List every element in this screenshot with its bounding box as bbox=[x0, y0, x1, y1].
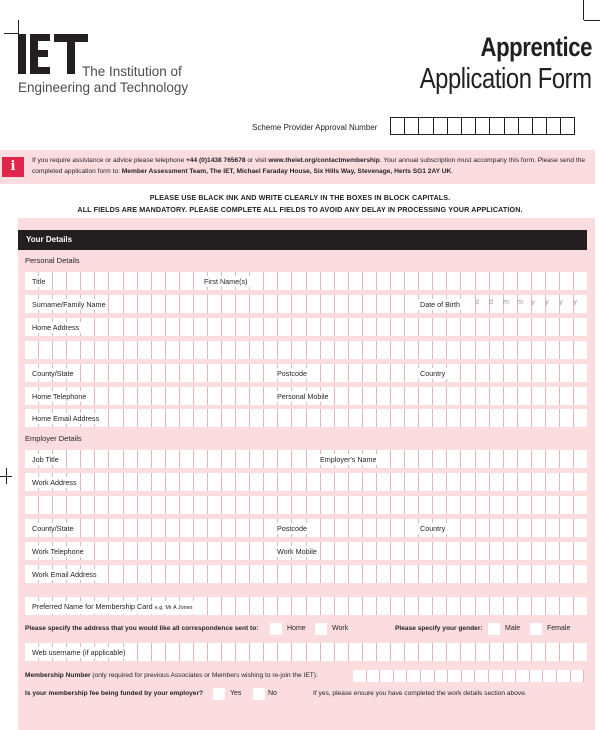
crop-mark bbox=[6, 468, 7, 484]
work-option-label: Work bbox=[332, 625, 349, 632]
title-label: Title bbox=[32, 277, 46, 286]
work-country-label: Country bbox=[420, 524, 446, 533]
work-email-label: Work Email Address bbox=[32, 570, 97, 579]
work-telephone-label: Work Telephone bbox=[32, 547, 84, 556]
crop-mark bbox=[4, 33, 18, 34]
work-address-row-1[interactable] bbox=[25, 473, 587, 491]
yes-option-label: Yes bbox=[230, 690, 242, 697]
dob-placeholder: y bbox=[545, 299, 549, 306]
work-email-row[interactable] bbox=[25, 565, 587, 583]
home-option-label: Home bbox=[287, 625, 306, 632]
dob-placeholder: y bbox=[559, 299, 563, 306]
male-checkbox[interactable] bbox=[488, 623, 500, 635]
home-address-row-2[interactable] bbox=[25, 341, 587, 359]
date-of-birth-label: Date of Birth bbox=[420, 300, 460, 309]
web-username-label: Web username (if applicable) bbox=[32, 648, 126, 657]
dob-placeholder: y bbox=[531, 299, 535, 306]
work-address-row-2[interactable] bbox=[25, 496, 587, 514]
county-state-label: County/State bbox=[32, 369, 74, 378]
home-checkbox[interactable] bbox=[270, 623, 282, 635]
funding-question: Is your membership fee being funded by your employer? bbox=[25, 690, 204, 697]
work-address-label: Work Address bbox=[32, 478, 77, 487]
iet-logo bbox=[18, 34, 194, 98]
home-telephone-label: Home Telephone bbox=[32, 392, 87, 401]
info-banner bbox=[0, 150, 595, 184]
crop-mark bbox=[584, 20, 600, 21]
scheme-approval-boxes[interactable] bbox=[390, 117, 574, 135]
form-title-line2: Application Form bbox=[420, 63, 592, 95]
correspondence-question: Please specify the address that you would like all correspondence sent to: bbox=[25, 625, 259, 632]
dob-placeholder: d bbox=[475, 299, 479, 306]
gender-question: Please specify your gender: bbox=[395, 625, 483, 632]
notice-line1: PLEASE USE BLACK INK AND WRITE CLEARLY IN THE BOXES IN BLOCK CAPITALS. bbox=[149, 193, 451, 202]
personal-mobile-label: Personal Mobile bbox=[277, 392, 329, 401]
preferred-name-label: Preferred Name for Membership Card e.g. Mr A Jones bbox=[30, 601, 195, 614]
funding-note: If yes, please ensure you have completed the work details section above. bbox=[313, 690, 527, 697]
iet-logo-mark bbox=[18, 34, 90, 74]
work-postcode-label: Postcode bbox=[277, 524, 307, 533]
home-email-label: Home Email Address bbox=[32, 414, 100, 423]
membership-number-boxes[interactable] bbox=[353, 670, 584, 682]
employers-name-label: Employer's Name bbox=[320, 455, 377, 464]
personal-details-label: Personal Details bbox=[25, 256, 80, 265]
membership-number-label: Membership Number (only required for previous Associates or Members wishing to re-join the IET): bbox=[25, 672, 318, 679]
no-checkbox[interactable] bbox=[253, 688, 265, 700]
country-label: Country bbox=[420, 369, 446, 378]
home-email-row[interactable] bbox=[25, 409, 587, 427]
home-address-label: Home Address bbox=[32, 323, 80, 332]
work-county-state-label: County/State bbox=[32, 524, 74, 533]
surname-label: Surname/Family Name bbox=[32, 300, 106, 309]
dob-placeholder: y bbox=[573, 299, 577, 306]
info-icon: i bbox=[2, 157, 24, 177]
scheme-approval-label: Scheme Provider Approval Number bbox=[252, 123, 378, 132]
employer-details-label: Employer Details bbox=[25, 434, 82, 443]
form-title-line1: Apprentice bbox=[480, 32, 592, 62]
logo-text-line1: The Institution of bbox=[82, 64, 182, 79]
title-first-names-row[interactable] bbox=[25, 272, 587, 290]
dob-placeholder: m bbox=[517, 299, 523, 306]
work-checkbox[interactable] bbox=[315, 623, 327, 635]
section-your-details: Your Details bbox=[18, 230, 587, 250]
info-text: If you require assistance or advice please telephone +44 (0)1438 765678 or visit www.theiet.org/contactmembership. Your annual subscription must accompany this form. Please send the completed application form to: Member Assessment Team, The IET, Michael Faraday House, Six Hills Way, Stevenage, Herts SG1 2AY UK. bbox=[32, 157, 586, 175]
first-names-label: First Name(s) bbox=[204, 277, 248, 286]
yes-checkbox[interactable] bbox=[213, 688, 225, 700]
male-option-label: Male bbox=[505, 625, 521, 632]
dob-placeholder: m bbox=[503, 299, 509, 306]
female-checkbox[interactable] bbox=[530, 623, 542, 635]
crop-mark bbox=[18, 20, 19, 34]
home-address-row-1[interactable] bbox=[25, 318, 587, 336]
no-option-label: No bbox=[268, 690, 277, 697]
dob-placeholder: d bbox=[489, 299, 493, 306]
job-title-employer-row[interactable] bbox=[25, 450, 587, 468]
crop-mark bbox=[583, 0, 584, 20]
female-option-label: Female bbox=[547, 625, 571, 632]
work-mobile-label: Work Mobile bbox=[277, 547, 317, 556]
notice-line2: ALL FIELDS ARE MANDATORY. PLEASE COMPLETE ALL FIELDS TO AVOID ANY DELAY IN PROCESSING YOUR APPLICATION. bbox=[77, 205, 523, 214]
postcode-label: Postcode bbox=[277, 369, 307, 378]
logo-text-line2: Engineering and Technology bbox=[18, 80, 189, 95]
job-title-label: Job Title bbox=[32, 455, 59, 464]
